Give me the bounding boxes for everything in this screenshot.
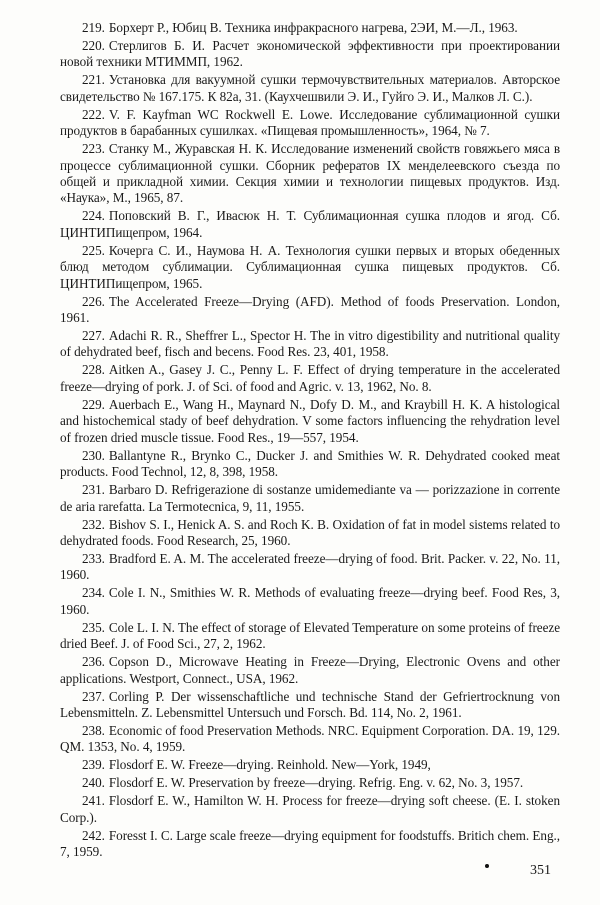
reference-item [60,362,560,395]
reference-item [60,38,560,71]
reference-item [60,828,560,861]
reference-number: 234. [82,585,105,601]
reference-item [60,397,560,446]
reference-text: Cole I. N., Smithies W. R. Methods of evaluating freeze—drying beef. Food Res, 3, 1960. [60,585,560,617]
reference-number: 220. [82,38,105,53]
reference-number: 241. [82,793,105,809]
reference-item [60,243,560,292]
reference-number: 221. [82,72,105,88]
reference-text: V. F. Kayfman WC Rockwell E. Lowe. Исследование сублимационной сушки продуктов в барабанных сушилках. «Пищевая промышленность», 1964, № 7. [60,106,560,139]
reference-item [60,328,560,361]
reference-item [60,689,560,722]
reference-number: 236. [82,654,105,670]
reference-item [60,107,560,140]
reference-item [60,20,560,36]
reference-text: Copson D., Microwave Heating in Freeze—Drying, Electronic Ovens and other applications. Westport, Connect., USA, 1962. [60,654,560,686]
reference-text: Поповский В. Г., Ивасюк Н. Т. Сублимационная сушка плодов и ягод. Сб. ЦИНТИПищепром, 1964. [60,208,560,240]
reference-number: 226. [82,293,105,309]
reference-number: 231. [82,482,105,498]
reference-number: 225. [82,242,105,258]
reference-number: 237. [82,688,105,704]
reference-number: 235. [82,619,105,635]
reference-item [60,482,560,515]
reference-number: 222. [82,106,105,122]
reference-text: Кочерга С. И., Наумова Н. А. Технология сушки первых и вторых обеденных блюд методом сублимации. Сублимационная сушка пищевых продуктов. Сб. ЦИНТИПищепром, 1965. [60,242,560,291]
reference-number: 239. [82,757,105,773]
reference-number: 219. [82,20,105,35]
reference-number: 240. [82,775,105,791]
reference-text: Flosdorf E. W. Freeze—drying. Reinhold. New—York, 1949, [108,757,431,773]
reference-item [60,775,560,791]
reference-number: 242. [82,827,105,843]
reference-item [60,723,560,756]
reference-text: Flosdorf E. W., Hamilton W. H. Process for freeze—drying soft cheese. (E. I. stoken Corp.). [60,793,560,825]
printed-dot-mark [485,864,489,868]
page-number: 351 [530,863,551,878]
reference-number: 228. [82,362,105,378]
bibliography-list [60,20,560,861]
reference-text: Auerbach E., Wang H., Maynard N., Dofy D. M., and Kraybill H. K. A histological and histochemical stady of beef dehydration. V some factors influencing the rehydration level of frozen dried muscle tissue. Food Res., 19—557, 1954. [60,396,560,445]
reference-number: 233. [82,550,105,566]
reference-text: Aitken A., Gasey J. C., Penny L. F. Effect of drying temperature in the accelerated freeze—drying of pork. J. of Sci. of food and Agric. v. 13, 1962, No. 8. [60,362,560,394]
reference-item [60,551,560,584]
reference-number: 223. [82,141,105,157]
reference-text: Cole L. I. N. The effect of storage of Elevated Temperature on some proteins of freeze dried Beef. J. of Food Sci., 27, 2, 1962. [60,619,560,652]
reference-text: Adachi R. R., Sheffrer L., Spector H. The in vitro digestibility and nutritional quality of dehydrated beef, fisch and becens. Food Res. 23, 401, 1958. [60,328,560,360]
reference-text: Bradford E. A. M. The accelerated freeze—drying of food. Brit. Packer. v. 22, No. 11, 1960. [60,550,560,583]
reference-text: Ballantyne R., Brynko C., Ducker J. and Smithies W. R. Dehydrated cooked meat products. Food Technol, 12, 8, 398, 1958. [60,447,560,480]
reference-item [60,757,560,773]
reference-item [60,654,560,687]
reference-text: Стерлигов Б. И. Расчет экономической эффективности при проектировании новой техники МТИММП, 1962. [60,38,560,70]
reference-number: 224. [82,208,105,224]
reference-text: Corling P. Der wissenschaftliche und technische Stand der Gefriertrocknung von Lebensmitteln. Z. Lebensmittel Untersuch und Forsch. Bd. 114, No. 2, 1961. [60,688,560,720]
reference-item [60,793,560,826]
reference-item [60,517,560,550]
reference-text: Foresst I. C. Large scale freeze—drying equipment for foodstuffs. Britich chem. Eng., 7, 1959. [60,827,560,860]
reference-number: 230. [82,447,105,463]
reference-text: Economic of food Preservation Methods. NRC. Equipment Corporation. DA. 19, 129. QM. 1353, No. 4, 1959. [60,722,560,755]
reference-item [60,620,560,653]
reference-item [60,141,560,207]
reference-text: The Accelerated Freeze—Drying (AFD). Method of foods Preservation. London, 1961. [60,293,560,326]
reference-item [60,208,560,241]
reference-item [60,585,560,618]
reference-item [60,72,560,105]
reference-number: 232. [82,516,105,532]
reference-text: Flosdorf E. W. Preservation by freeze—drying. Refrig. Eng. v. 62, No. 3, 1957. [108,775,524,791]
reference-text: Станку М., Журавская Н. К. Исследование изменений свойств говяжьего мяса в процессе сублимационной сушки. Сборник рефератов IX менделеевского съезда по общей и прикладной химии. Секция химии и технологии пищевых продуктов. Изд. «Наука», М., 1965, 87. [60,141,560,206]
reference-text: Борхерт Р., Юбиц В. Техника инфракрасного нагрева, 2ЭИ, М.—Л., 1963. [108,20,518,35]
reference-number: 229. [82,396,105,412]
reference-number: 227. [82,328,105,344]
reference-item [60,448,560,481]
reference-number: 238. [82,722,105,738]
reference-text: Barbaro D. Refrigerazione di sostanze umidemediante va — porizzazione in corrente de aria rarefatta. La Termotecnica, 9, 11, 1955. [60,482,560,514]
reference-text: Установка для вакуумной сушки термочувствительных материалов. Авторское свидетельство № 167.175. К 82а, 31. (Каухчешвили Э. И., Гуйго Э. И., Малков Л. С.). [60,72,560,104]
reference-text: Bishov S. I., Henick A. S. and Roch K. B. Oxidation of fat in model sistems related to dehydrated foods. Food Research, 25, 1960. [60,516,560,548]
reference-item [60,294,560,327]
